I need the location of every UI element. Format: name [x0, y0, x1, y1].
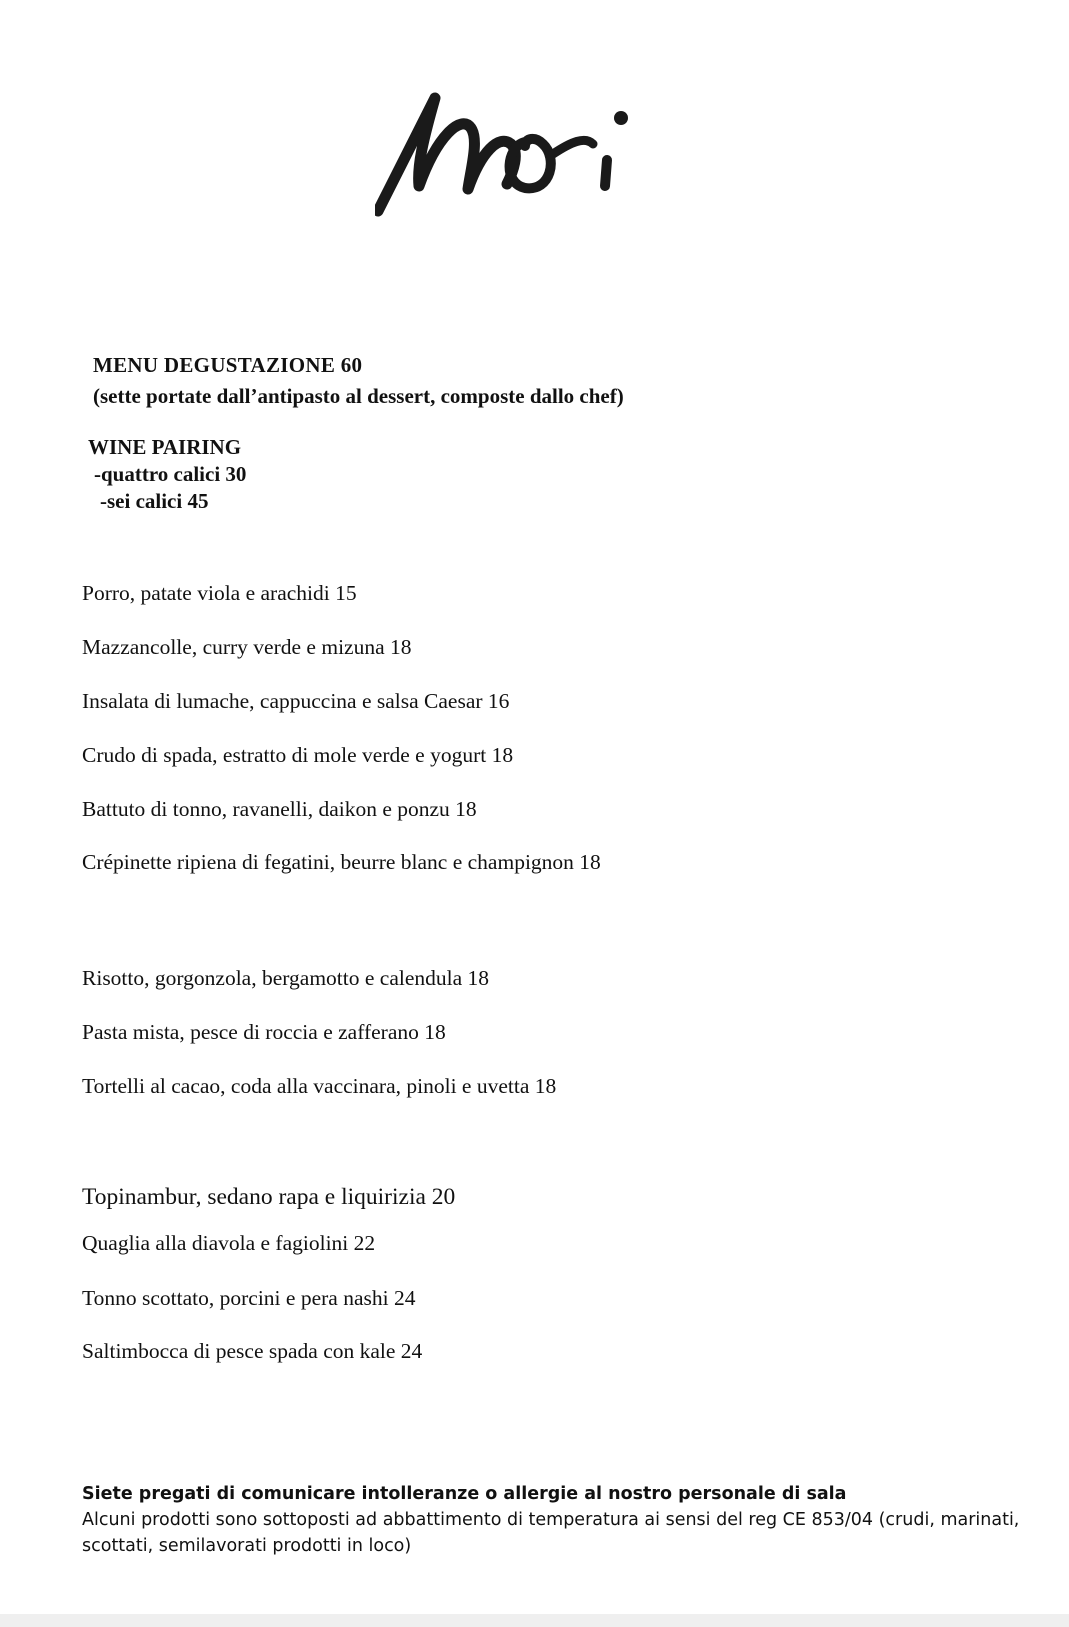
dish-item: Risotto, gorgonzola, bergamotto e calendula 18	[82, 966, 490, 990]
dish-item: Tonno scottato, porcini e pera nashi 24	[82, 1286, 416, 1310]
dish-item: Topinambur, sedano rapa e liquirizia 20	[82, 1184, 456, 1210]
dish-item: Crudo di spada, estratto di mole verde e yogurt 18	[82, 743, 514, 767]
blast-chilling-note: Alcuni prodotti sono sottoposti ad abbattimento di temperatura ai sensi del reg CE 853/04 (crudi, marinati, scottati, semilavorati prodotti in loco)	[82, 1510, 1020, 1556]
dish-item: Pasta mista, pesce di roccia e zafferano 18	[82, 1020, 446, 1044]
dish-item: Crépinette ripiena di fegatini, beurre blanc e champignon 18	[82, 850, 601, 874]
dish-item: Porro, patate viola e arachidi 15	[82, 581, 357, 605]
notes-section	[82, 1481, 1042, 1559]
wine-pairing-option: -sei calici 45	[100, 489, 209, 513]
tasting-menu-subtitle: (sette portate dall’antipasto al dessert, composte dallo chef)	[93, 384, 624, 408]
wine-pairing-title: WINE PAIRING	[88, 435, 242, 459]
bottom-divider	[0, 1614, 1069, 1627]
dish-item: Insalata di lumache, cappuccina e salsa Caesar 16	[82, 689, 510, 713]
wine-pairing-option: -quattro calici 30	[94, 462, 247, 486]
dish-item: Battuto di tonno, ravanelli, daikon e ponzu 18	[82, 797, 477, 821]
allergy-note: Siete pregati di comunicare intolleranze o allergie al nostro personale di sala	[82, 1484, 847, 1504]
moi-logo	[375, 88, 650, 218]
dish-item: Quaglia alla diavola e fagiolini 22	[82, 1231, 376, 1255]
tasting-menu-title: MENU DEGUSTAZIONE 60	[93, 353, 363, 377]
wine-pairing-section	[88, 434, 246, 515]
dish-item: Saltimbocca di pesce spada con kale 24	[82, 1339, 423, 1363]
dish-item: Tortelli al cacao, coda alla vaccinara, pinoli e uvetta 18	[82, 1074, 557, 1098]
tasting-menu-section	[93, 350, 624, 412]
dish-item: Mazzancolle, curry verde e mizuna 18	[82, 635, 412, 659]
